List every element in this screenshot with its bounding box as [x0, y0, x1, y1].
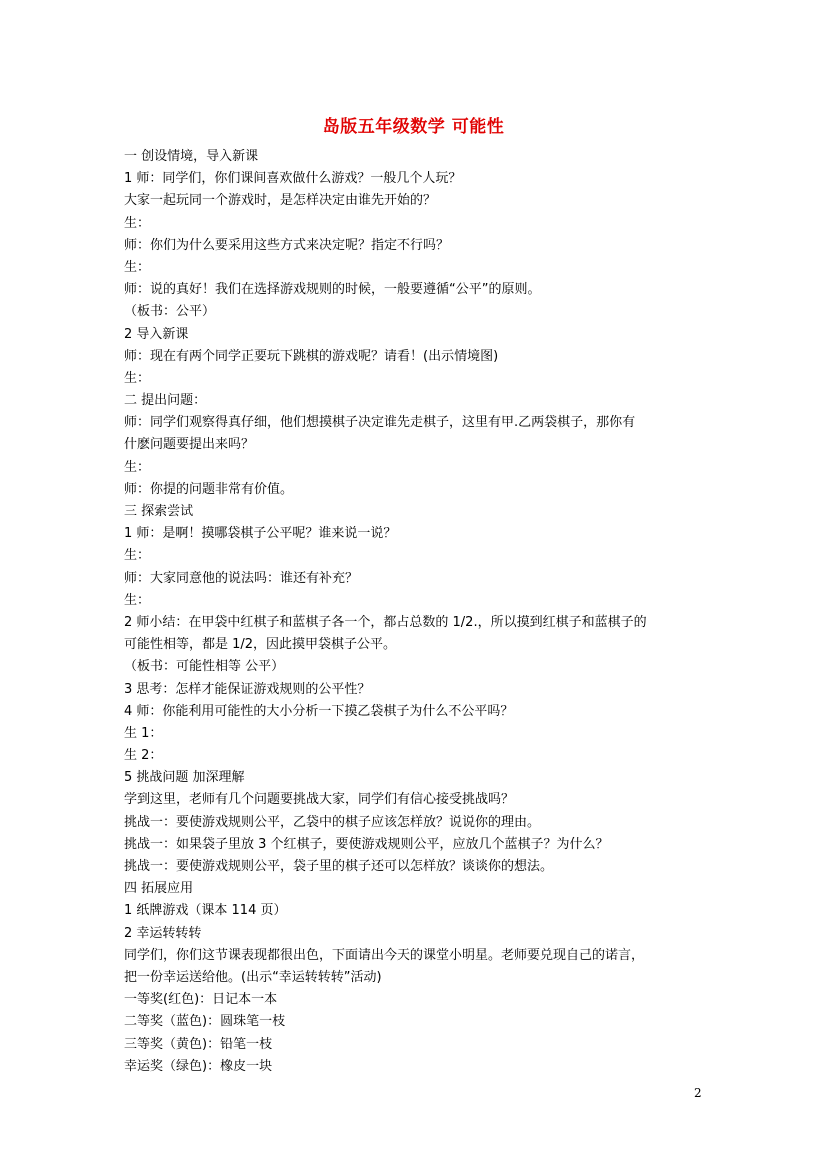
text-line: 二等奖（蓝色)：圆珠笔一枝 — [124, 1014, 286, 1030]
text-line: 生： — [124, 592, 151, 608]
text-line: 3 思考：怎样才能保证游戏规则的公平性？ — [124, 681, 371, 697]
text-line: （板书：可能性相等 公平） — [124, 659, 285, 675]
text-line: 师：你提的问题非常有价值。 — [124, 481, 294, 497]
text-line: 同学们，你们这节课表现都很出色，下面请出今天的课堂小明星。老师要兑现自己的诺言， — [124, 947, 645, 963]
text-line: 四 拓展应用 — [124, 881, 194, 897]
text-line: 挑战一：要使游戏规则公平，乙袋中的棋子应该怎样放？说说你的理由。 — [124, 814, 541, 830]
text-line: 1 纸牌游戏（课本 114 页） — [124, 903, 287, 919]
text-line: 师：你们为什么要采用这些方式来决定呢？指定不行吗？ — [124, 237, 450, 253]
text-line: 师：说的真好！我们在选择游戏规则的时候，一般要遵循“公平”的原则。 — [124, 282, 541, 298]
text-line: 2 师小结：在甲袋中红棋子和蓝棋子各一个，都占总数的 1/2.，所以摸到红棋子和蓝棋子的 — [124, 614, 647, 630]
page-number: 2 — [694, 1086, 702, 1100]
text-line: 生： — [124, 459, 151, 475]
text-line: 师：大家同意他的说法吗：谁还有补充？ — [124, 570, 359, 586]
text-line: 三等奖（黄色)：铅笔一枝 — [124, 1036, 273, 1052]
text-line: 4 师：你能利用可能性的大小分析一下摸乙袋棋子为什么不公平吗？ — [124, 703, 514, 719]
text-line: 生： — [124, 548, 151, 564]
document-title: 岛版五年级数学 可能性 — [322, 117, 505, 137]
text-line: 1 师：是啊！摸哪袋棋子公平呢？谁来说一说？ — [124, 526, 397, 542]
text-line: 生 1： — [124, 725, 163, 741]
text-line: 2 幸运转转转 — [124, 925, 202, 941]
text-line: 1 师：同学们，你们课间喜欢做什么游戏？一般几个人玩？ — [124, 171, 462, 187]
text-line: 可能性相等，都是 1/2，因此摸甲袋棋子公平。 — [124, 637, 397, 653]
text-line: 一等奖(红色)：日记本一本 — [124, 992, 278, 1008]
text-line: 生： — [124, 215, 151, 231]
text-line: 师：同学们观察得真仔细，他们想摸棋子决定谁先走棋子，这里有甲.乙两袋棋子，那你有 — [124, 415, 636, 431]
text-line: （板书：公平） — [124, 304, 216, 320]
document-body — [124, 146, 710, 1078]
text-line: 幸运奖（绿色)：橡皮一块 — [124, 1058, 273, 1074]
text-line: 2 导入新课 — [124, 326, 189, 342]
text-line: 5 挑战问题 加深理解 — [124, 770, 245, 786]
text-line: 二 提出问题： — [124, 393, 207, 409]
text-line: 一 创设情境，导入新课 — [124, 149, 259, 164]
text-line: 挑战一：要使游戏规则公平，袋子里的棋子还可以怎样放？谈谈你的想法。 — [124, 859, 554, 874]
text-line: 学到这里，老师有几个问题要挑战大家，同学们有信心接受挑战吗？ — [124, 792, 515, 808]
text-line: 挑战一：如果袋子里放 3 个红棋子，要使游戏规则公平，应放几个蓝棋子？为什么？ — [124, 836, 609, 852]
text-line: 什麽问题要提出来吗？ — [124, 437, 255, 453]
text-line: 生 2： — [124, 748, 163, 764]
text-line: 生： — [124, 259, 151, 275]
text-line: 师：现在有两个同学正要玩下跳棋的游戏呢？请看！(出示情境图) — [124, 348, 499, 364]
text-line: 把一份幸运送给他。(出示“幸运转转转”活动) — [124, 969, 382, 985]
text-line: 大家一起玩同一个游戏时，是怎样决定由谁先开始的？ — [124, 193, 437, 209]
text-line: 生： — [124, 370, 151, 386]
text-line: 三 探索尝试 — [124, 504, 194, 519]
